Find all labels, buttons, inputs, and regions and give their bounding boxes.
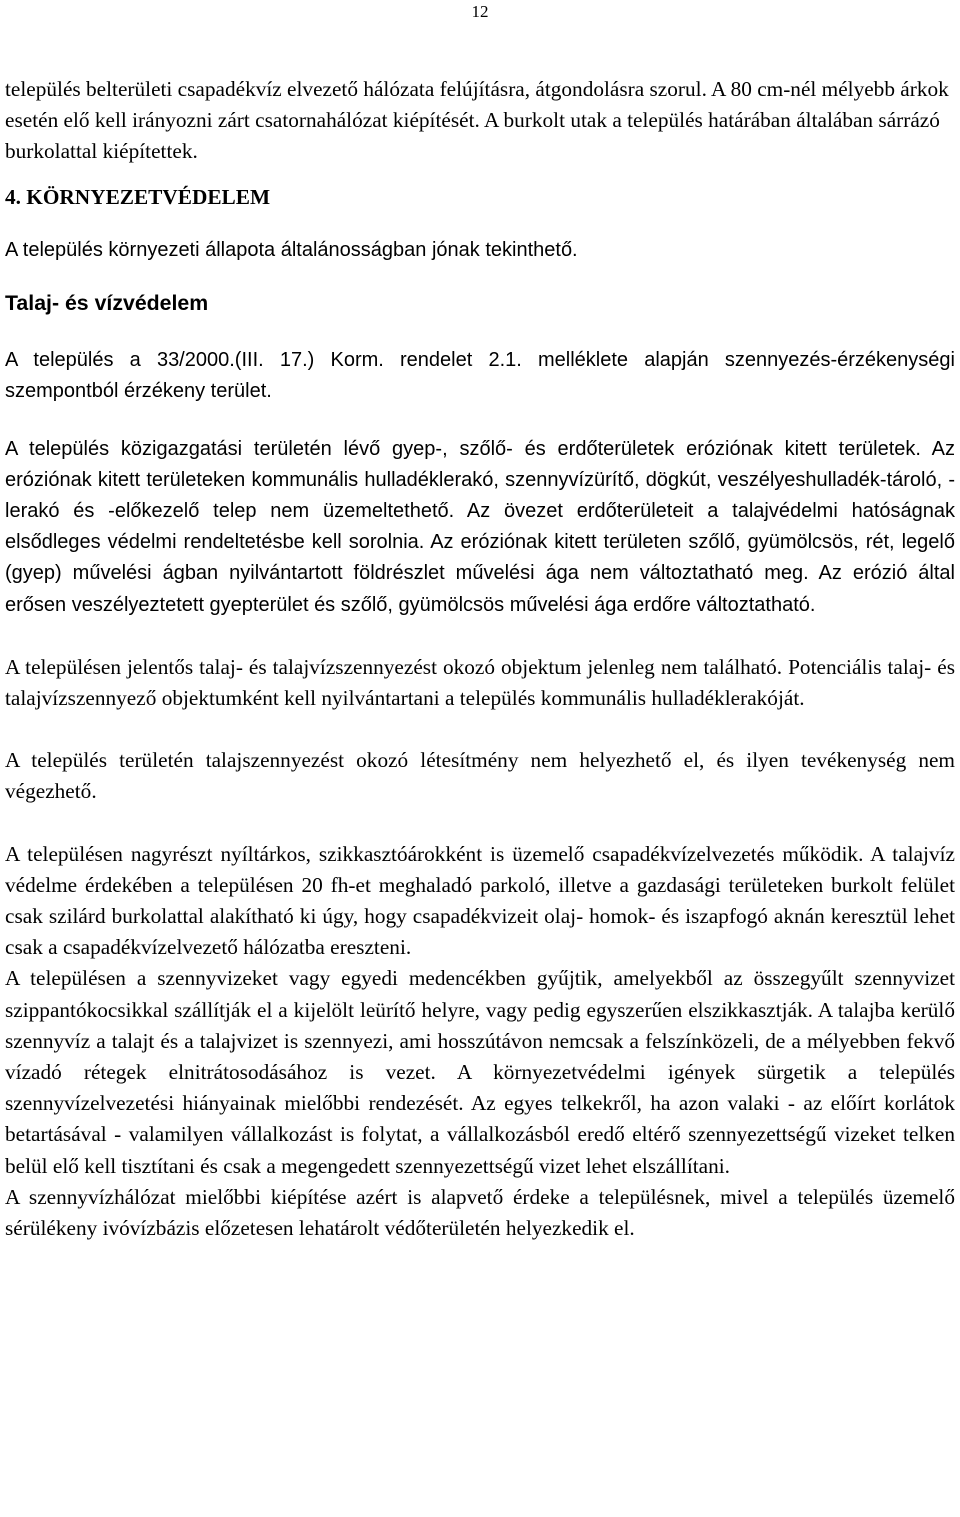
pollution-object-paragraph: A településen jelentős talaj- és talajvízszennyezést okozó objektum jelenleg nem található. Potenciális talaj- és talajvízszennyező objektumként kell nyilvántartani a település kommunális hulladéklerakóját. — [5, 654, 955, 711]
sewer-network-paragraph: A szennyvízhálózat mielőbbi kiépítése azért is alapvető érdeke a településnek, mivel a település üzemelő sérülékeny ivóvízbázis előzetesen lehatárolt védőterületén helyezkedik el. — [5, 1184, 955, 1241]
facility-restriction-paragraph: A település területén talajszennyezést okozó létesítmény nem helyezhető el, és ilyen tevékenység nem végezhető. — [5, 748, 955, 804]
subsection-heading: Talaj- és vízvédelem — [5, 291, 209, 316]
section-heading: 4. KÖRNYEZETVÉDELEM — [5, 184, 271, 209]
erosion-paragraph: A település közigazgatási területén lévő gyep-, szőlő- és erdőterületek eróziónak kitett területek. Az eróziónak kitett területeken kommunális hulladéklerakó, szennyvízürítő, dögkút, veszélyeshulladék-tároló, -lerakó és -előkezelő telep nem üzemeltethető. Az övezet erdőterületeit a talajvédelmi hatóságnak elsődleges védelmi rendeltetésbe kell sorolnia. Az eróziónak kitett területen szőlő, gyümölcsös, rét, legelő (gyep) művelési ágban nyilvántartott földrészlet művelési ága nem változtatható meg. Az erózió által erősen veszélyeztetett gyepterület és szőlő, gyümölcsös művelési ága erdőre változtatható. — [5, 437, 955, 616]
page-number: 12 — [471, 2, 489, 21]
intro-paragraph: település belterületi csapadékvíz elvezető hálózata felújításra, átgondolásra szorul. A 80 cm-nél mélyebb árkok esetén elő kell irányozni zárt csatornahálózat kiépítését. A burkolt utak a település határában általában sárrázó burkolattal kiépítettek. — [5, 77, 949, 164]
sewage-paragraph: A településen a szennyvizeket vagy egyedi medencékben gyűjtik, amelyekből az összegyűlt szennyvizet szippantókocsikkal szállítják el a kijelölt leürítő helyre, vagy pedig egyszerűen elszikkasztják. A talajba kerülő szennyvíz a talajt és a talajvizet is szennyezi, ami hosszútávon nemcsak a felszínközeli, de a mélyebben fekvő vízadó rétegek elnitrátosodásához is vezet. A környezetvédelmi igények sürgetik a település szennyvízelvezetési hiányainak mielőbbi rendezését. Az egyes telkekről, ha azon valaki - az előírt korlátok betartásával - valamilyen vállalkozást is folytat, a vállalkozásból eredő eltérő szennyezettségű vizeket telken belül elő kell tisztítani és csak a megengedett szennyezettségű vizet lehet elszállítani. — [5, 966, 955, 1178]
section-intro-paragraph: A település környezeti állapota általánosságban jónak tekinthető. — [5, 238, 578, 261]
drainage-paragraph: A településen nagyrészt nyíltárkos, szikkasztóárokként is üzemelő csapadékvízelvezetés működik. A talajvíz védelme érdekében a településen 20 fh-et meghaladó parkoló, illetve a gazdasági területeken burkolt felület csak szilárd burkolattal alakítható ki úgy, hogy csapadékvizeit olaj- homok- és iszapfogó aknán keresztül lehet csak a csapadékvízelvezető hálózatba ereszteni. — [5, 841, 955, 960]
document-body — [5, 74, 955, 1244]
sensitivity-paragraph: A település a 33/2000.(III. 17.) Korm. rendelet 2.1. melléklete alapján szennyezés-érzékenységi szempontból érzékeny terület. — [5, 349, 955, 403]
